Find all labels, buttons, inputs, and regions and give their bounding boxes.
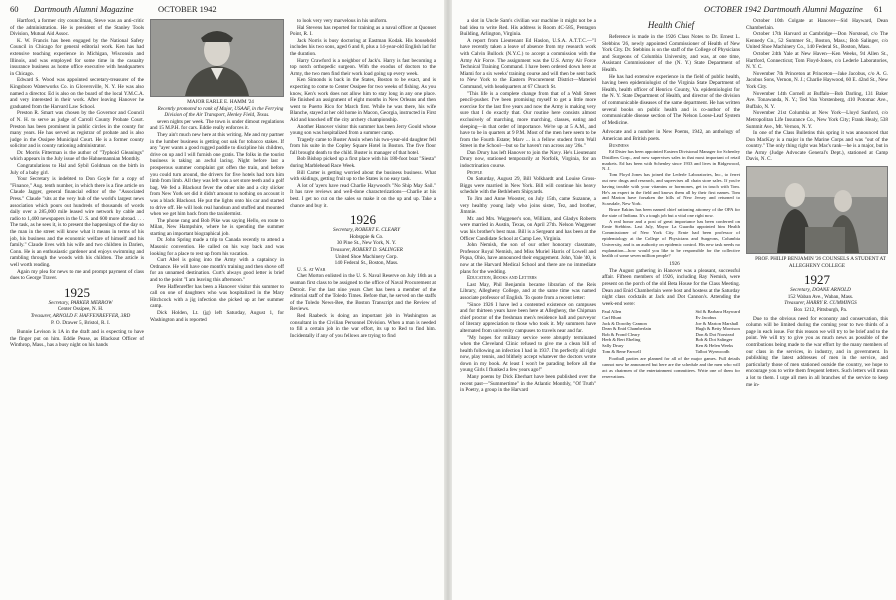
right-col2-continuation: Advocate and a number in New Poems, 1942, an anthology of American and British poets. [602,129,740,142]
left-column-1 [10,18,144,596]
left-col1-tail: Bunnie Levison is 1A in the draft and is expecting to have the finger put on him. Eddie Pease, as Blackout Officer of Winthrop, Mass., has a busy night on his hands [10,329,144,349]
class-1926-treasurer-line-1: United Shoe Machinery Corp. [335,253,398,260]
paragraph: Reference is made in the 1926 Class Notes to Dr. Ernest L. Stebbins '26, newly appointed Commissioner of Health of New York City. Dr. Stebbins is on the staff of the College of Physicians and Surgeons of Columbia University, and was, at one time, Assistant Commissioner of the (N. Y.) State Department of Health. [602,34,740,73]
paragraph: He has had extensive experience in the field of public health, having been epidemiologist of the Virginia State Department of Health, health officer of Henrico County, Va. epidemiologist for the N. Y. State Department of Health, and director of the division of communicable diseases of the same department. He has written several books on public health and is co-author of the communicable disease section of The Nelson Loose-Leaf System of Medicine. [602,73,740,126]
paragraph: Again my plea for news to me and prompt payment of class dues to George Traver. [10,268,144,282]
major-hamm-photo [150,19,284,97]
paragraph: Bill Carter is getting worried about the business business. What with skidings, getting fruit up to the States is no easy task. [290,169,436,183]
education-subhead: Education, Books and Letters [467,275,537,282]
attendee-name: Carl Blunt [602,314,622,320]
health-chief-paragraphs [602,34,740,126]
paragraph: "My hopes for military service were abruptly terminated when the Cleveland Clinic refused to give me a clean bill of health following an infection I had in 1937. I'm perfectly all right now, play tennis, and blithely accept whatever the doctors wrote down in my book. At least I won't be parading before all the young Girls I flunked a few years ago!" [460,334,596,374]
paragraph: Tom Floyd Jones has joined the Lederle Laboratories, Inc., to ferret out new drugs and research, and supervises all chain store sales. If you're having trouble with your vitamins or hormones, get in touch with Tom. He's an expert in the field and knows them all by their first names. Tom and Marion have forsaken the hills of New Jersey and returned to Scarsdale, New York. [602,172,740,207]
spine-gutter [444,0,452,600]
benjamin-photo [746,166,888,254]
left-issue-date: OCTOBER 1942 [158,4,217,14]
class-1925-treasurer: Treasurer, ARNOLD F. HAFFENREFFER, 3RD [30,312,131,319]
right-page [452,0,896,600]
paragraph: Harry Crawford is a neighbor of Jack's. Harry is fast becoming a top notch orthopedic surgeon. With the exodus of doctors to the Army, the two men find their work load going up every week. [290,57,436,77]
class-1927-secretary: Secretary, DOANE ARNOLD [790,287,851,294]
class-1925-address: Center Ossipee, N. H. [57,306,104,313]
paragraph: John Nemish, the son of our other honorary classmate, Professor Royal Nemish, and Miss Muriel Harris of Lowell and Piqua, Ohio, have announced their engagement. John, Yale '40, is now at the Harvard Medical School and there are no immediate plans for the wedding. [460,242,596,275]
paragraph: Ken Simonds is back in the States, Boston to be exact, and is expecting to come to Center Ossipee for two weeks of fishing. As you know, Ken's work does not allow him to stay long in any one place. He finished an assignment of eight months in New Orleans and then went to Puerto Rico for March first. While he was there, his wife Blanche, stayed at her old home in Macon, Georgia, instructed in First Aid and knocked off the city archery championship. [290,77,436,123]
attendee-name: Talbot Wynwoodh [695,348,730,354]
attendee-name: Sally Drury [602,342,624,348]
paragraph: Dan Drury has left Hanover to join the Navy. He's Lieutenant Drury now, stationed temporarily at Norfolk, Virginia, for an indoctrination course. [460,149,596,170]
class-1925-number: 1925 [64,284,90,300]
attendee-name: Paul Allen [602,309,622,315]
attendee-name: Ken & Helen Weeks [695,342,734,348]
class-1927-address: 152 Waban Ave., Waban, Mass. [787,293,854,300]
attendee-name: Dean & Enid Chamberlain [602,326,652,332]
left-col3-paragraphs [290,18,436,209]
attendee-list [602,309,740,354]
major-hamm-name: MAJOR EARLE E. HAMM '24 [187,99,254,105]
class-1926-number: 1926 [350,212,376,228]
right-column-2 [602,18,740,596]
paragraph: Congratulations to Hal and Sybil Goldman on the birth in July of a baby girl. [10,163,144,176]
paragraph: Jack Norris is busy doctoring at Eastman Kodak. His household includes his two sons, aged 6 and 8, plus a 14-year-old English lad for the duration. [290,37,436,57]
schedule-item: October 10th Colgate at Hanover—Sid Hayward, Dean Chamberlain. [746,18,888,31]
paragraph: Bruce Eakins has been named chief rationing attorney of the OPA for the state of Indiana. It's a tough job but a vital one right now. [602,207,740,218]
class-1926-treasurer: Treasurer, ROBERT D. SALINGER [330,247,403,253]
paragraph: "Since 1926 I have led a contented existence on campuses and for thirteen years have been here at Allegheny, the Chipman chief proctor of the freshman men's residence hall and purveyor of literary appreciation to those who took it. My summers have alternated from university campuses to travels near and far. [460,301,596,334]
attendee-column-a [602,309,651,354]
paragraph: Chet Morton enlisted in the U. S. Naval Reserve on July 16th as a seaman first class to be assigned to the office of Naval Procurement at Detroit. For the last nine years Chet has been a member of the editorial staff of the Toledo Times. Before that, he served on the staffs of the Toledo News-Bee, the Boston Transcript and the Review of Reviews. [290,273,436,313]
class-1926-secretary: Secretary, ROBERT E. CLEARY [333,227,400,234]
class-1926-line-2: 30 Pine St., New York, N. Y. [336,240,397,247]
paragraph: Many poems by Dick Eberhart have been published over the recent past—"Summertime" in the Atlantic Monthly, "Of Truth" in Poetry, a group in the Harvard [460,374,596,394]
class-1926-line-1: Hobsppie & Co. [349,233,384,240]
paragraph: a slot in Uncle Sam's civilian war machine it might not be a bad idea to write Red. His address is Room 4C-585, Pentagon Building, Arlington, Virginia. [460,18,596,38]
right-column-1 [460,18,596,596]
paragraph: Red Raabeck is doing an important job in Washington as consultant in the Civilian Personnel Division. When a man is needed to fill a certain job in the war effort, its up to Red to find him. Incidentally if any of you fellows are trying to find [290,312,436,339]
paragraph: Dick Holden, Lt. (jg) left Saturday, August 1, for Washington and is reported [150,310,284,323]
paragraph: "This life is a complete change from that of a Wall Street pencil-pusher. I've been promising myself to get a little more exercise for the last five years and now the Army is making very sure that I do exactly that. Our routine here consists almost exclusively of marching, more marching, classes, eating and sleeping—in that order of importance. We're up at 5 A.M., and have to be in quarters at 9 P.M. Most of the men here seem to be from the Fourth Estate; Marv ... is a fellow student from Wall Street in the School—but so far haven't run across any '26s." [460,90,596,150]
left-col3-tail [290,273,436,339]
paragraph: Another Hanover visitor this summer has been Jerry Gould whose young son was hospitalized from a summer camp. [290,123,436,137]
right-col1-paragraphs [460,18,596,170]
major-hamm-caption: Recently promoted to rank of Major, USAAF, in the Ferrying Division of the Air Transport, Henley Field, Texas. [157,105,284,119]
attendee-name: Bob & Dot Salinger [695,337,733,343]
class-1926-treasurer-line-2: 140 Federal St., Boston, Mass. [334,260,399,267]
attendee-name: Joe & Marion Marshall [695,320,739,326]
paragraph: to look very very marvelous in his uniform. [297,18,388,24]
people-paragraphs [460,176,596,275]
paragraph: Hal Stevens has reported for training as a naval officer at Quonset Point, R. I. [290,24,436,38]
class-1927-treasurer: Treasurer, HARRY R. CUMMINGS [784,300,857,307]
left-magazine-title: Dartmouth Alumni Magazine [34,4,134,14]
paragraph: Curt Abel is going into the Army with a captaincy in Ordnance. He will have one month's training and then shove off for an unnamed destination. Curt's always good letter is brief and to the point "I am leaving this afternoon." [150,257,284,284]
paragraph: K. W. Francis has been engaged by the National Safety Council in Chicago for general editorial work. Ken has had extensive teaching experience in Michigan, Wisconsin and Illinois, and was employed for some time in the casualty insurance business as home office executive with headquarters in Chicago. [10,37,144,77]
attendee-name: Sid & Barbara Hayward [695,309,740,315]
left-col2-paragraphs [150,119,284,323]
schedule-item: October 17th Harvard at Cambridge—Don Norstead, c/o The Kennedy Co., 52 Summer St., Boston, Mass.; Bob Salinger, c/o United Shoe Machinery Co., 140 Federal St., Boston, Mass. [746,31,888,51]
paragraph: seven nights per week. The town is under dimout regulations and 15 M.P.H. for cars. Eddie really enforces it. [150,118,284,132]
left-column-3 [290,18,436,596]
class-1925-treasurer-address: P. O. Drawer 5, Bristol, R. I. [50,319,111,326]
portrait-graphic [151,20,283,96]
attendee-name: Herb & Bert Ebeling [602,337,641,343]
right-magazine-title: OCTOBER 1942 Dartmouth Alumni Magazine [704,4,863,14]
right-col2-end: Football parties are planned for all of the major games. Full details cannot now be announced but here are the schedule and the men who will act as chairmen of the entertainment committees. Write one of them for reservations. [602,356,740,379]
office-scene-graphic [747,167,887,253]
us-at-war-subhead: U. S. at War [297,266,326,273]
class-1926b-label: 1926 [669,261,680,268]
education-paragraphs [460,282,596,394]
right-page-number: 61 [874,4,883,14]
left-page [0,0,444,600]
paragraph: Dr. John Spring made a trip to Canada recently to attend a Masonic convention. He called on his way back and was looking for a place to rest up from his vacation. [150,237,284,257]
paragraph: Preston R. Smart was chosen by the Governor and Council of N. H. to serve as judge of Carroll County Probate Court. Preston has been prominent in public circles in the county for many years. He has served as registrar of probate and is also judge in the Ossipee Municipal Court. He is a former county solicitor and is county rationing administrator. [10,110,144,150]
business-subhead: Business [609,142,629,149]
paragraph: A real honor and a post of great importance has been conferred on Ernie Stebbins. Last July, Mayor La Guardia appointed him Health Commissioner of New York City. Ernie had been professor of epidemiology at the College of Physicians and Surgeons, Columbia University, and is an authority on epidemic control. His new task needs no explanation—how would you like to be responsible for the collective health of some seven million people? [602,218,740,259]
paragraph: Tragedy came to Buster Ansin when his two-year-old daughter fell from his suite in the Copley Square Hotel in Boston. The five floor fall brought death to the child. Buster is manager of that hotel. [290,136,436,156]
paragraph: A lot of 'ayers have read Charlie Haywood's "No Ship May Sail." It has rave reviews and well-done characterizations—Charlie at his best. I get no cut on the sales so make it on the up and up. Take a chance and buy it. [290,182,436,209]
right-col3-tail: Due to the obvious need for economy and conservation, this column will be limited during the coming year to two thirds of a page in each issue. For this reason we will try to be brief and to the point. We will try to give you as much news as possible of the contributions being made to the war effort by the many members of our class in the services, in industry, and in government. In publishing the latest addresses of men in the service, and particularly those of men stationed outside the country, we hope to encourage you to write them frequent letters. Such letters will mean a lot to them. I urge all men in all branches of the service to keep me in- [746,315,888,388]
attendee-name: Hugh & Betty Morrison [695,326,740,332]
schedule-item: November 7th Princeton at Princeton—Jake Jacobus, c/o A. G. Jacobus Sons, Vernon, N. J.; Charlie Haywood, 60 E. 42nd St., New York City. [746,70,888,90]
paragraph: To Jim and Anne Wooster, on July 15th, came Suzanne, a very healthy young lady who joins sister, Tez, and brother, Jimmie. [460,196,596,216]
class-1927-treasurer-address: Box 1212, Pittsburgh, Pa. [793,307,848,314]
schedule-item: November 14th Cornell at Buffalo—Bob Darling, 131 Baker Ave. Tonawanda, N. Y.; Ted Van Vorstenberg, 410 Potomac Ave., Buffalo, N. Y. [746,90,888,110]
schedule-item: November 21st Columbia at New York—Lloyd Sanford, c/o Metropolitan Life Insurance Co., New York City; Frank Healy, 538 Summit Ave., Mt. Vernon, N. Y. [746,110,888,130]
benjamin-caption: PROF. PHILIP BENJAMIN '26 COUNSELS A STUDENT AT ALLEGHENY COLLEGE [755,256,886,269]
attendee-column-b [695,309,740,354]
people-subhead: People [467,169,483,176]
attendee-name: Ev Jacobus [695,314,717,320]
attendee-name: Don & Dot Norstead [695,331,734,337]
paragraph: Bob Bishop picked up a first place with his 180-foot boat "Siesta" during Marblehead Race Week. [290,156,436,170]
class-1925-secretary: Secretary, PARKER MERROW [48,299,113,306]
left-column-2 [150,18,284,596]
paragraph: Your Secretary is indebted to Don Goyle for a copy of "Finance," Aug. tenth number, in which there is a fine article on Claude Jagger, general financial editor of the "Associated Press." Claude "sits at the very hub of the world's largest news association which pours out hundreds of thousands of words daily over a 285,000 mile leased wire network by cable and radio to 1,400 newspapers in the U. S. and 600 more abroad. . . . The task, as he sees it, is to present the happenings of the day so the man in the street will know what it means in terms of his job, his business and the economic welfare of himself and his family." Claude lives with his wife and two children in Darien, Conn. He is an enthusiastic gardener and enjoys swimming and rambling through the woods with his children. The article is well worth reading. [10,176,144,268]
left-col1-paragraphs [10,18,144,282]
health-chief-heading: Health Chief [647,20,695,30]
left-page-number: 60 [10,4,19,14]
paragraph: Edward S. Wood was appointed secretary-treasurer of the Kingsboro Waterworks Co. in Gloversville, N. Y. He was also named a director. Ed is also on the board of the local Y.M.C.A. and very interested in their work. After leaving Hanover he graduated from the Harvard Law School. [10,77,144,110]
right-column-3 [746,18,888,596]
paragraph: Dr. Morris Fitterman is the author of "Typhoid Gleanings" which appears in the July issue of the Hahnemannian Monthly. [10,149,144,163]
paragraph: The phone rang and Bob Pike was saying Hello, en route to Milan, New Hampshire, where he is spending the summer starting an important biographical job. [150,217,284,237]
paragraph: Hartford, a former city councilman, Steve was an anti-critic of the administration. He is president of the Stanley Tools Division, Mutual Aid Assoc. [10,18,144,38]
attendee-name: Tom & Rene Farwell [602,348,641,354]
attendee-name: Bob & Frond Cleary [602,331,640,337]
attendee-name: Jack & Dorothy Cannon [602,320,647,326]
paragraph: On Saturday, August 29, Bill Volkhardt and Louise Gross-Biggs were married in New York. Bill will continue his heavy schedule with the Bethlehem Shipyards. [460,176,596,196]
class-1927-number: 1927 [804,272,830,288]
paragraph: Ed Dister has been appointed Eastern Divisional Manager for Schenley Distillers Corp., and now supervises sales in that most important of retail markets. Ed has been with Schenley since 1933 and lives in Ridgewood, N. J. [602,149,740,172]
paragraph: A report from Lieutenant Ed Haslon, U.S.A. A.T.T.C.—"I have recently taken a leave of absence from my research work with Calvin Bullock (N.Y.C.) to accept a commission with the Army Air Force. The assignment was the U.S. Army Air Force Technical Training Command. I have been ordered down here at Miami for a six weeks' training course and will then be sent back to New York to the Eastern Procurement District—Materiel Command, with headquarters at 67 Church St. [460,37,596,90]
schedule-item: October 24th Yale at New Haven—Ken Weeks, 94 Allen St., Hartford, Connecticut; Tom Floyd-Jones, c/o Lederle Laboratories, N. Y. C. [746,50,888,71]
paragraph: Pete Haffenreffer has been a Hanover visitor this summer to call on one of daughters who was hospitalized in the Mary Hitchcock with a jig infection she picked up at her summer camp. [150,283,284,310]
schedule-item: In one of the Class Bulletins this spring it was announced that Don MacKay is a major in the Marine Corps and was "out of the country." The only thing right was Mac's rank—he is a major, but in the Army (Judge Advocate General's Dept.), stationed at Camp Davis, N. C. [746,130,888,163]
paragraph: Last May, Phil Benjamin became librarian of the Reis Library, Allegheny College, and at the same time was named associate professor of English. To quote from a recent letter: [460,281,596,301]
business-paragraphs [602,149,740,259]
right-col2-gathering: The August gathering in Hanover was a pleasant, successful affair. Fifteen members of 1926, including Ray Nemish, were present on the porch of the old Beta House for the Class Meeting. Dean and Enid Chamberlain were host and hostess at the Saturday night class cocktails at Jack and Dot Cannon's. Attending the week-end were: [602,267,740,307]
paragraph: They ain't much new here at this writing. Me and my partner in the lumber business is getting out oak for tobacco stakes. If any "ayer wants a good rugged paddle to discipline his children, drive on up and I will furnish one gratis. The folks in the tourist business is taking an awful lacing. Night before last a prosperous summer complaint got offen the train, and before you could turn around, the drivers for five hotels had torn him limb from limb. All they was left was a set store teeth and a golf bag. We fed a Blackout fever the other nite and a city slicker from New York set did it didn't amount to nothing on account it was a black Blackout. He put the lights onto his car and started to drive off. He will look real handsun and stuffed and mounted when we get him back from the taxidermist. [150,131,284,218]
paragraph: Mr. and Mrs. Waggener's son, William, and Gladys Roberts were married in Austin, Texas, on April 27th. Nelson Waggener was his brother's best man. Bill is a Sergeant and has been at the Officer Candidate School at Camp Lee, Virginia. [460,215,596,242]
football-schedule [746,18,888,163]
